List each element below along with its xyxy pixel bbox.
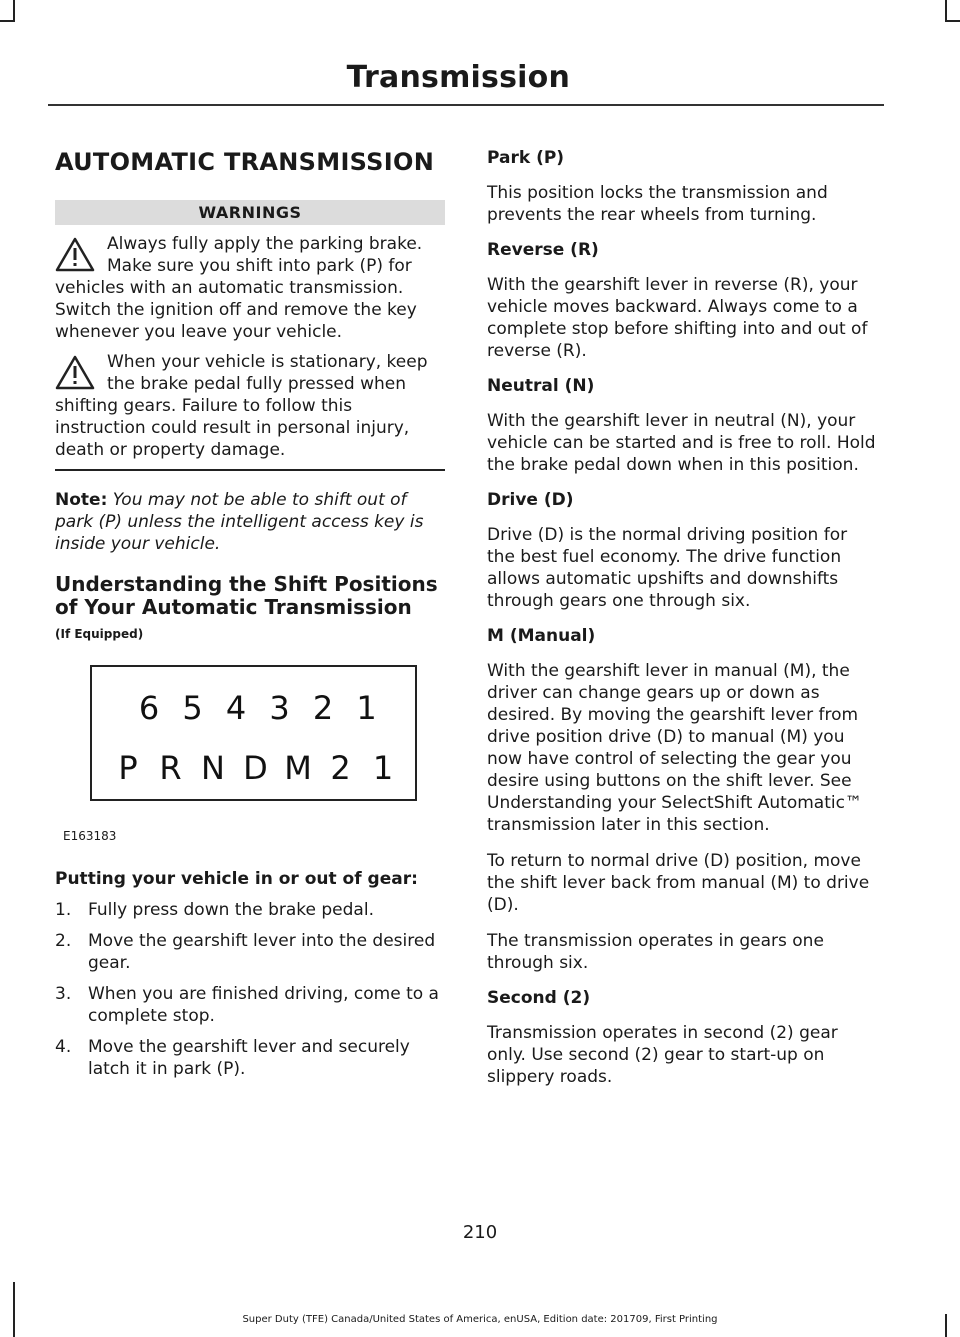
- drive-heading: Drive (D): [487, 490, 574, 510]
- steps-heading: Putting your vehicle in or out of gear:: [55, 869, 418, 889]
- gear-number-1: 5: [182, 689, 203, 727]
- crop-mark-top-left-h: [0, 20, 15, 22]
- page-header-title: Transmission: [346, 60, 570, 95]
- note-label: Note:: [55, 490, 108, 510]
- list-item: 3. When you are finished driving, come to a complete stop.: [55, 984, 439, 1026]
- manual-text-1: With the gearshift lever in manual (M), the driver can change gears up or down as desired. By moving the gearshift lever from drive position drive (D) to manual (M) you now have control of selecting the gear you desire using buttons on the shift lever. See Understanding your SelectShift Automatic™ transmission later in this section.: [487, 661, 862, 835]
- header-divider: [48, 104, 884, 106]
- list-item: 2. Move the gearshift lever into the desired gear.: [55, 931, 436, 973]
- edition-footer: Super Duty (TFE) Canada/United States of America, enUSA, Edition date: 201709, First Printing: [242, 1314, 718, 1325]
- neutral-text: With the gearshift lever in neutral (N), your vehicle can be started and is free to roll. Hold the brake pedal down when in this position.: [487, 411, 876, 475]
- gear-number-0: 6: [138, 689, 160, 727]
- shift-positions-heading: Understanding the Shift Positions of Your Automatic Transmission: [55, 572, 438, 619]
- note-text: You may not be able to shift out of park (P) unless the intelligent access key is inside your vehicle.: [55, 490, 424, 554]
- steps-list: [55, 899, 445, 1080]
- park-text: This position locks the transmission and prevents the rear wheels from turning.: [487, 183, 828, 225]
- right-column: [487, 140, 880, 1102]
- crop-mark-top-right-v: [945, 0, 947, 22]
- left-column: [55, 140, 445, 1089]
- shift-position-letter-3: D: [243, 749, 268, 787]
- park-heading: Park (P): [487, 148, 565, 168]
- warning-text-1: Always fully apply the parking brake. Make sure you shift into park (P) for vehicles with an automatic transmission. Switch the ignition off and remove the key whenever you leave your vehicle.: [55, 234, 423, 342]
- warning-stationary: [55, 351, 445, 461]
- shift-position-letter-4: M: [284, 749, 312, 787]
- second-text: Transmission operates in second (2) gear only. Use second (2) gear to start-up on slippery roads.: [487, 1023, 838, 1087]
- warnings-label: WARNINGS: [55, 200, 445, 225]
- warning-triangle-icon: [55, 237, 95, 273]
- if-equipped-label: (If Equipped): [55, 627, 144, 641]
- shift-position-letter-0: P: [118, 749, 138, 787]
- manual-heading: M (Manual): [487, 626, 596, 646]
- warning-parking-brake: [55, 233, 445, 343]
- list-item: 4. Move the gearshift lever and securely latch it in park (P).: [55, 1037, 410, 1079]
- crop-mark-bottom-left-v: [13, 1282, 15, 1337]
- note: [55, 489, 445, 555]
- shift-position-letter-6: 1: [372, 749, 394, 787]
- shift-position-letter-5: 2: [330, 749, 351, 787]
- warnings-divider: [55, 469, 445, 471]
- reverse-heading: Reverse (R): [487, 240, 599, 260]
- figure-code: E163183: [63, 829, 117, 843]
- reverse-text: With the gearshift lever in reverse (R), your vehicle moves backward. Always come to a complete stop before shifting into and out of reverse (R).: [487, 275, 868, 361]
- gear-number-2: 4: [225, 689, 247, 727]
- gear-number-3: 3: [269, 689, 290, 727]
- gear-indicator-display: [90, 665, 417, 801]
- second-heading: Second (2): [487, 988, 591, 1008]
- gear-number-5: 1: [356, 689, 377, 727]
- crop-mark-top-left-v: [13, 0, 15, 22]
- crop-mark-top-right-h: [945, 20, 960, 22]
- list-item: 1. Fully press down the brake pedal.: [55, 900, 374, 920]
- warning-text-2: When your vehicle is stationary, keep the brake pedal fully pressed when shifting gears. Failure to follow this instruction could result in personal injury, death or property damage.: [55, 352, 428, 460]
- page-number: 210: [462, 1222, 498, 1243]
- gear-number-4: 2: [312, 689, 334, 727]
- gear-indicator-figure: [55, 665, 445, 843]
- manual-text-3: The transmission operates in gears one through six.: [487, 931, 824, 973]
- manual-text-2: To return to normal drive (D) position, move the shift lever back from manual (M) to drive (D).: [487, 851, 870, 915]
- section-title: AUTOMATIC TRANSMISSION: [55, 148, 435, 176]
- shift-position-letter-2: N: [201, 749, 225, 787]
- neutral-heading: Neutral (N): [487, 376, 595, 396]
- shift-position-letter-1: R: [159, 749, 182, 787]
- warning-triangle-icon: [55, 355, 95, 391]
- drive-text: Drive (D) is the normal driving position for the best fuel economy. The drive function allows automatic upshifts and downshifts through gears one through six.: [487, 525, 848, 611]
